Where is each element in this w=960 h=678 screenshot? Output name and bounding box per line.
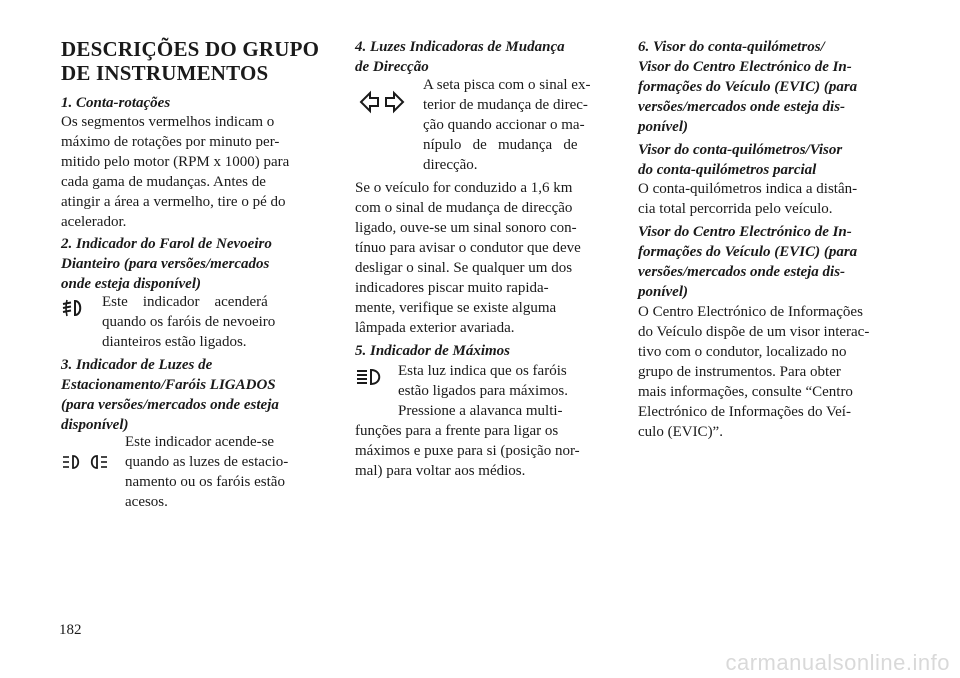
text-line: terior de mudança de direc- <box>423 97 588 113</box>
section-4-title <box>355 37 565 77</box>
text-line: do Veículo dispõe de um visor interac- <box>638 324 870 340</box>
text-line: mal) para voltar aos médios. <box>355 463 526 479</box>
text-line: cia total percorrida pelo veículo. <box>638 201 833 217</box>
text-line: mente, verifique se existe alguma <box>355 300 557 316</box>
title-line: de Direcção <box>355 59 429 75</box>
text-line: desligar o sinal. Se qualquer um dos <box>355 260 573 276</box>
text-line: máximos e puxe para si (posição nor- <box>355 443 580 459</box>
title-line: 4. Luzes Indicadoras de Mudança <box>355 39 565 55</box>
parking-lamp-icon <box>61 453 111 471</box>
title-line: 3. Indicador de Luzes de <box>61 357 213 373</box>
text-line: ligado, ouve-se um sinal sonoro con- <box>355 220 577 236</box>
text-line: namento ou os faróis estão <box>125 474 285 490</box>
text-line: Este indicador acenderá <box>102 294 268 310</box>
text-line: acelerador. <box>61 214 127 230</box>
title-line: Visor do Centro Electrónico de In- <box>638 59 852 75</box>
text-line: mais informações, consulte “Centro <box>638 384 853 400</box>
text-line: estão ligados para máximos. <box>398 383 568 399</box>
section-1-body <box>61 112 311 232</box>
section-3-title <box>61 355 279 435</box>
evic-body <box>638 302 888 442</box>
section-5-body <box>355 421 605 481</box>
text-line: ção quando accionar o ma- <box>423 117 585 133</box>
title-line: ponível) <box>638 119 688 135</box>
text-line: Esta luz indica que os faróis <box>398 363 567 379</box>
text-line: tínuo para avisar o condutor que deve <box>355 240 581 256</box>
text-line: tivo com o condutor, localizado no <box>638 344 847 360</box>
page-number: 182 <box>59 622 82 638</box>
title-line: 2. Indicador do Farol de Nevoeiro <box>61 236 272 252</box>
text-line: indicadores piscar muito rapida- <box>355 280 549 296</box>
page-title-line: DESCRIÇÕES DO GRUPO <box>61 37 320 61</box>
title-line: versões/mercados onde esteja dis- <box>638 99 846 115</box>
odometer-subtitle <box>638 140 842 180</box>
title-line: ponível) <box>638 284 688 300</box>
title-line: Visor do Centro Electrónico de In- <box>638 224 852 240</box>
section-5-title: 5. Indicador de Máximos <box>355 343 511 359</box>
title-line: Estacionamento/Faróis LIGADOS <box>61 377 276 393</box>
title-line: do conta-quilómetros parcial <box>638 162 817 178</box>
text-line: com o sinal de mudança de direcção <box>355 200 573 216</box>
title-line: Visor do conta-quilómetros/Visor <box>638 142 843 158</box>
section-4-body <box>355 178 605 338</box>
title-line: onde esteja disponível) <box>61 276 201 292</box>
text-line: grupo de instrumentos. Para obter <box>638 364 841 380</box>
title-line: formações do Veículo (EVIC) (para <box>638 79 858 95</box>
text-line: direcção. <box>423 157 478 173</box>
page-title <box>61 37 321 85</box>
text-line: mitido pelo motor (RPM x 1000) para <box>61 154 290 170</box>
text-line: atingir a área a vermelho, tire o pé do <box>61 194 286 210</box>
text-line: quando os faróis de nevoeiro <box>102 314 276 330</box>
section-5-indented-body <box>398 361 605 421</box>
title-line: formações do Veículo (EVIC) (para <box>638 244 858 260</box>
text-line: dianteiros estão ligados. <box>102 334 247 350</box>
text-line: A seta pisca com o sinal ex- <box>423 77 591 93</box>
turn-signal-arrows-icon <box>359 90 405 114</box>
text-line: funções para a frente para ligar os <box>355 423 559 439</box>
front-fog-lamp-icon <box>61 298 85 318</box>
section-2-title <box>61 234 272 294</box>
page-title-line: DE INSTRUMENTOS <box>61 61 269 85</box>
text-line: Electrónico de Informações do Veí- <box>638 404 851 420</box>
evic-subtitle <box>638 222 857 302</box>
section-4-indented-body <box>423 75 605 175</box>
section-1-title: 1. Conta-rotações <box>61 95 171 111</box>
odometer-body <box>638 179 888 219</box>
watermark: carmanualsonline.info <box>725 650 950 675</box>
text-line: Se o veículo for conduzido a 1,6 km <box>355 180 573 196</box>
high-beam-icon <box>355 367 387 387</box>
section-3-body <box>125 432 311 512</box>
text-line: Os segmentos vermelhos indicam o <box>61 114 275 130</box>
text-line: Pressione a alavanca multi- <box>398 403 563 419</box>
text-line: culo (EVIC)”. <box>638 424 723 440</box>
section-6-title <box>638 37 857 137</box>
text-line: quando as luzes de estacio- <box>125 454 289 470</box>
title-line: disponível) <box>61 417 129 433</box>
title-line: Dianteiro (para versões/mercados <box>61 256 270 272</box>
text-line: cada gama de mudanças. Antes de <box>61 174 266 190</box>
title-line: 6. Visor do conta-quilómetros/ <box>638 39 825 55</box>
text-line: Este indicador acende-se <box>125 434 275 450</box>
text-line: O Centro Electrónico de Informações <box>638 304 863 320</box>
text-line: O conta-quilómetros indica a distân- <box>638 181 858 197</box>
section-2-body <box>102 292 311 352</box>
title-line: versões/mercados onde esteja dis- <box>638 264 846 280</box>
text-line: máximo de rotações por minuto per- <box>61 134 280 150</box>
text-line: nípulo de mudança de <box>423 137 578 153</box>
text-line: lâmpada exterior avariada. <box>355 320 515 336</box>
title-line: (para versões/mercados onde esteja <box>61 397 279 413</box>
text-line: acesos. <box>125 494 168 510</box>
